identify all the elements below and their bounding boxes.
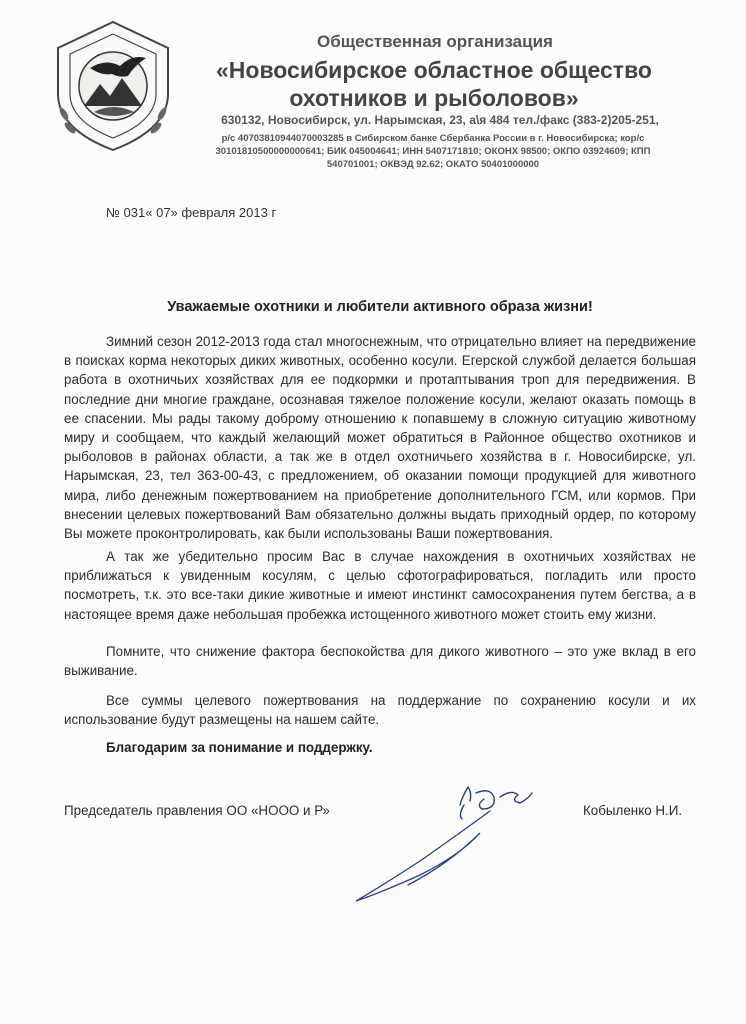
organization-name-line1: «Новосибирское областное общество bbox=[216, 57, 652, 83]
handwritten-signature bbox=[350, 775, 580, 910]
organization-type: Общественная организация bbox=[317, 32, 553, 51]
paragraph-remember bbox=[64, 642, 696, 680]
organization-name bbox=[188, 56, 680, 112]
letter-heading: Уважаемые охотники и любители активного образа жизни! bbox=[167, 299, 593, 315]
paragraph-donations bbox=[64, 691, 696, 729]
bank-details-line3: 540701001; ОКВЭД 92.62; ОКАТО 50401000000 bbox=[326, 159, 540, 170]
paragraph-request bbox=[64, 547, 696, 624]
paragraph-text: Помните, что снижение фактора беспокойства для дикого животного – это уже вклад в его выживание. bbox=[64, 644, 696, 679]
signatory-name: Кобыленко Н.И. bbox=[583, 803, 683, 818]
organization-logo bbox=[50, 18, 176, 154]
thanks-line: Благодарим за понимание и поддержку. bbox=[106, 740, 373, 755]
organization-address: 630132, Новосибирск, ул. Нарымская, 23, а\я 484 тел./факс (383-2)205-251, bbox=[221, 113, 659, 127]
organization-name-line2: охотников и рыболовов» bbox=[289, 85, 579, 111]
signatory-position: Председатель правления ОО «НООО и Р» bbox=[64, 803, 330, 818]
paragraph-text: Зимний сезон 2012-2013 года стал многоснежным, что отрицательно влияет на передвижение в поисках корма некоторых диких животных, особенно косули. Егерской службой делается большая работа в охотничьих хозяйствах для ее подкормки и протаптывания троп для передвижения. В последние дни многие граждане, осознавая тяжелое положение косули, желают оказать помощь в ее спасении. Мы рады такому доброму отношению к попавшему в сложную ситуацию животному миру и сообщаем, что каждый желающий может обратиться в Районное общество охотников и рыболовов в районах области, а так же в отдел охотничьего хозяйства в г. Новосибирске, ул. Нарымская, 23, тел 363-00-43, с предложением, об оказании помощи продукцией для животного мира, либо денежным пожертвованием на приобретение дополнительного ГСМ, или кормов. При внесении целевых пожертвований Вам обязательно должны выдать приходный ордер, по которому Вы можете проконтролировать, как были использованы Ваши пожертвования. bbox=[64, 334, 696, 542]
paragraph-text: Все суммы целевого пожертвования на поддержание по сохранению косули и их использование будут размещены на нашем сайте. bbox=[64, 693, 696, 728]
letter-number-date: № 031« 07» февраля 2013 г bbox=[106, 205, 277, 220]
organization-bank-details bbox=[178, 132, 688, 171]
paragraph-winter-season bbox=[64, 332, 696, 543]
bank-details-line1: р/с 40703810944070003285 в Сибирском банке Сбербанка России в г. Новосибирска; кор/с bbox=[221, 133, 645, 144]
bank-details-line2: 30101810500000000641; БИК 045004641; ИНН 5407171810; ОКОНХ 98500; ОКПО 03924609; КПП bbox=[215, 146, 651, 157]
paragraph-text: А так же убедительно просим Вас в случае нахождения в охотничьих хозяйствах не приближаться к увиденным косулям, с целью сфотографироваться, погладить или просто посмотреть, т.к. это все-таки дикие животные и имеют инстинкт самосохранения путем бегства, а в настоящее время даже небольшая пробежка истощенного животного может стоить ему жизни. bbox=[64, 549, 696, 622]
